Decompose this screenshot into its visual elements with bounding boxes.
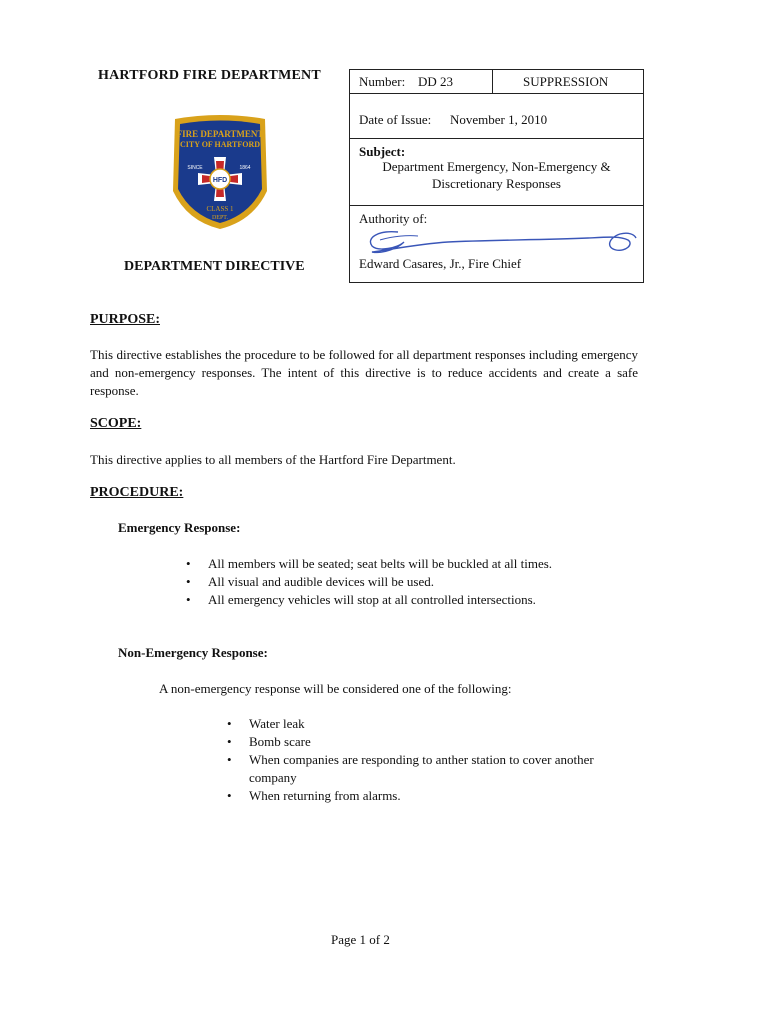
number-value: DD 23 [418, 74, 454, 89]
svg-text:CLASS 1: CLASS 1 [206, 205, 234, 213]
bullet-icon: • [227, 716, 232, 731]
list-item: • All members will be seated; seat belts will be buckled at all times. [186, 556, 553, 571]
emergency-response-list [186, 555, 628, 609]
svg-text:HFD: HFD [212, 177, 228, 184]
directive-info-box [349, 69, 644, 283]
authority-label: Authority of: [359, 211, 428, 226]
signatory-name: Edward Casares, Jr., Fire Chief [359, 256, 522, 271]
list-item: • Bomb scare [227, 734, 311, 749]
list-item: • All emergency vehicles will stop at all controlled intersections. [186, 592, 536, 607]
subject-row [350, 139, 643, 206]
svg-text:1864: 1864 [239, 165, 251, 171]
date-row [350, 94, 643, 139]
purpose-text: This directive establishes the procedure to be followed for all department responses including emergency and non-emergency responses. The intent of this directive is to reduce accidents and create a safe response. [90, 347, 638, 398]
emergency-response-title: Emergency Response: [118, 520, 241, 535]
page-number: Page 1 of 2 [331, 932, 390, 947]
purpose-heading: PURPOSE: [90, 312, 160, 327]
non-emergency-intro: A non-emergency response will be considered one of the following: [159, 681, 512, 696]
scope-heading: SCOPE: [90, 416, 142, 431]
directive-title: DEPARTMENT DIRECTIVE [124, 259, 305, 274]
category-label: SUPPRESSION [523, 74, 609, 89]
scope-text: This directive applies to all members of the Hartford Fire Department. [90, 452, 456, 467]
date-label: Date of Issue: [359, 112, 432, 127]
bullet-icon: • [227, 734, 232, 749]
department-title: HARTFORD FIRE DEPARTMENT [98, 68, 321, 83]
list-item: • When companies are responding to anther station to cover another company [227, 752, 594, 785]
date-value: November 1, 2010 [450, 112, 548, 127]
svg-text:CITY OF HARTFORD: CITY OF HARTFORD [179, 140, 261, 149]
list-item: • When returning from alarms. [227, 788, 401, 803]
bullet-icon: • [227, 752, 232, 767]
subject-label: Subject: [359, 144, 406, 159]
bullet-icon: • [186, 556, 191, 571]
non-emergency-response-list [227, 715, 619, 805]
non-emergency-response-title: Non-Emergency Response: [118, 645, 268, 660]
svg-text:SINCE: SINCE [187, 165, 203, 171]
badge-emblem-icon [167, 113, 273, 231]
subject-line-1: Department Emergency, Non-Emergency & [382, 159, 611, 174]
svg-text:FIRE DEPARTMENT: FIRE DEPARTMENT [176, 129, 264, 139]
bullet-icon: • [186, 592, 191, 607]
fire-department-badge [167, 113, 273, 231]
number-label: Number: [359, 74, 406, 89]
number-row [350, 70, 643, 94]
list-item: • Water leak [227, 716, 305, 731]
authority-row [350, 206, 643, 282]
bullet-icon: • [227, 788, 232, 803]
procedure-heading: PROCEDURE: [90, 485, 184, 500]
svg-text:DEPT.: DEPT. [211, 215, 229, 221]
bullet-icon: • [186, 574, 191, 589]
list-item: • All visual and audible devices will be used. [186, 574, 435, 589]
signature-icon [358, 220, 638, 260]
subject-line-2: Discretionary Responses [432, 176, 561, 191]
